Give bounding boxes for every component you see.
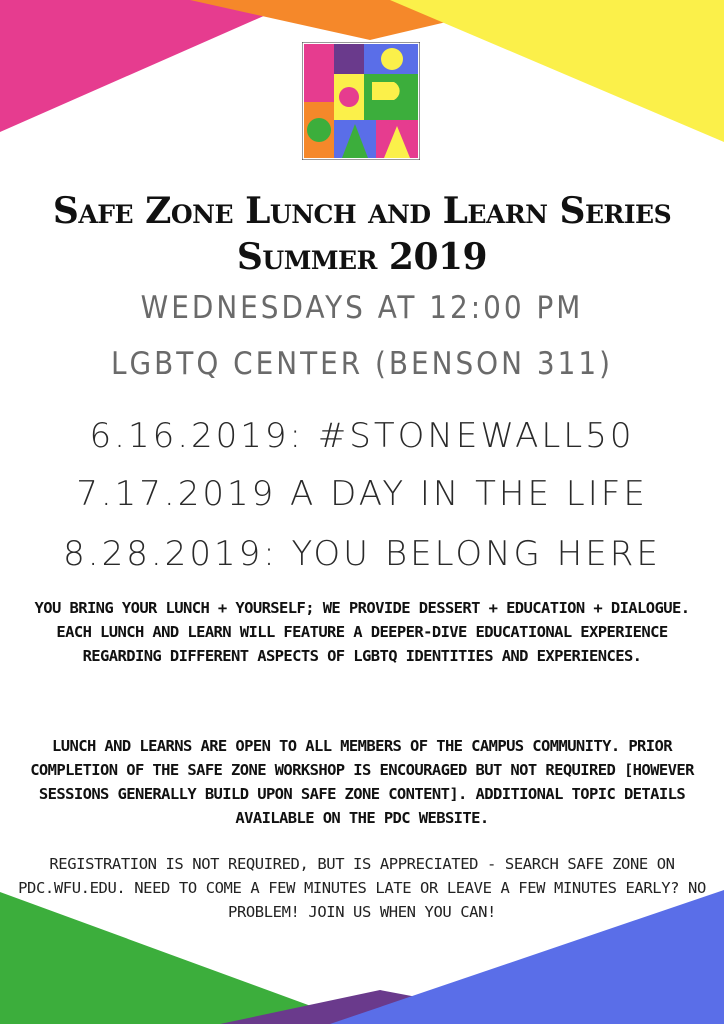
schedule-day-time: WEDNESDAYS AT 12:00 PM: [140, 290, 584, 326]
description-paragraph: YOU BRING YOUR LUNCH + YOURSELF; WE PROVIDE DESSERT + EDUCATION + DIALOGUE. EACH LUNCH AND LEARN WILL FEATURE A DEEPER-DIVE EDUCATIONAL EXPERIENCE REGARDING DIFFERENT ASPECTS OF LGBTQ IDENTITIES AND EXPERIENCES.: [34, 599, 690, 665]
event-day-in-the-life: 7.17.2019 A DAY IN THE LIFE: [76, 474, 648, 514]
event-you-belong-here: 8.28.2019: YOU BELONG HERE: [63, 534, 661, 574]
title-line-1: Safe Zone Lunch and Learn Series: [52, 190, 672, 232]
eligibility-paragraph: LUNCH AND LEARNS ARE OPEN TO ALL MEMBERS OF THE CAMPUS COMMUNITY. PRIOR COMPLETION OF THE SAFE ZONE WORKSHOP IS ENCOURAGED BUT NOT REQUIRED [HOWEVER SESSIONS GENERALLY BUILD UPON SAFE ZONE CONTENT]. ADDITIONAL TOPIC DETAILS AVAILABLE ON THE PDC WEBSITE.: [30, 737, 694, 827]
event-stonewall50: 6.16.2019: #STONEWALL50: [89, 416, 635, 456]
lgbtqia-letter-logo: [302, 42, 420, 160]
registration-paragraph: REGISTRATION IS NOT REQUIRED, BUT IS APPRECIATED - SEARCH SAFE ZONE ON PDC.WFU.EDU. NEED TO COME A FEW MINUTES LATE OR LEAVE A FEW MINUTES EARLY? NO PROBLEM! JOIN US WHEN YOU CAN!: [18, 855, 706, 921]
schedule-location: LGBTQ CENTER (BENSON 311): [111, 346, 613, 382]
title-line-2: Summer 2019: [236, 236, 488, 278]
